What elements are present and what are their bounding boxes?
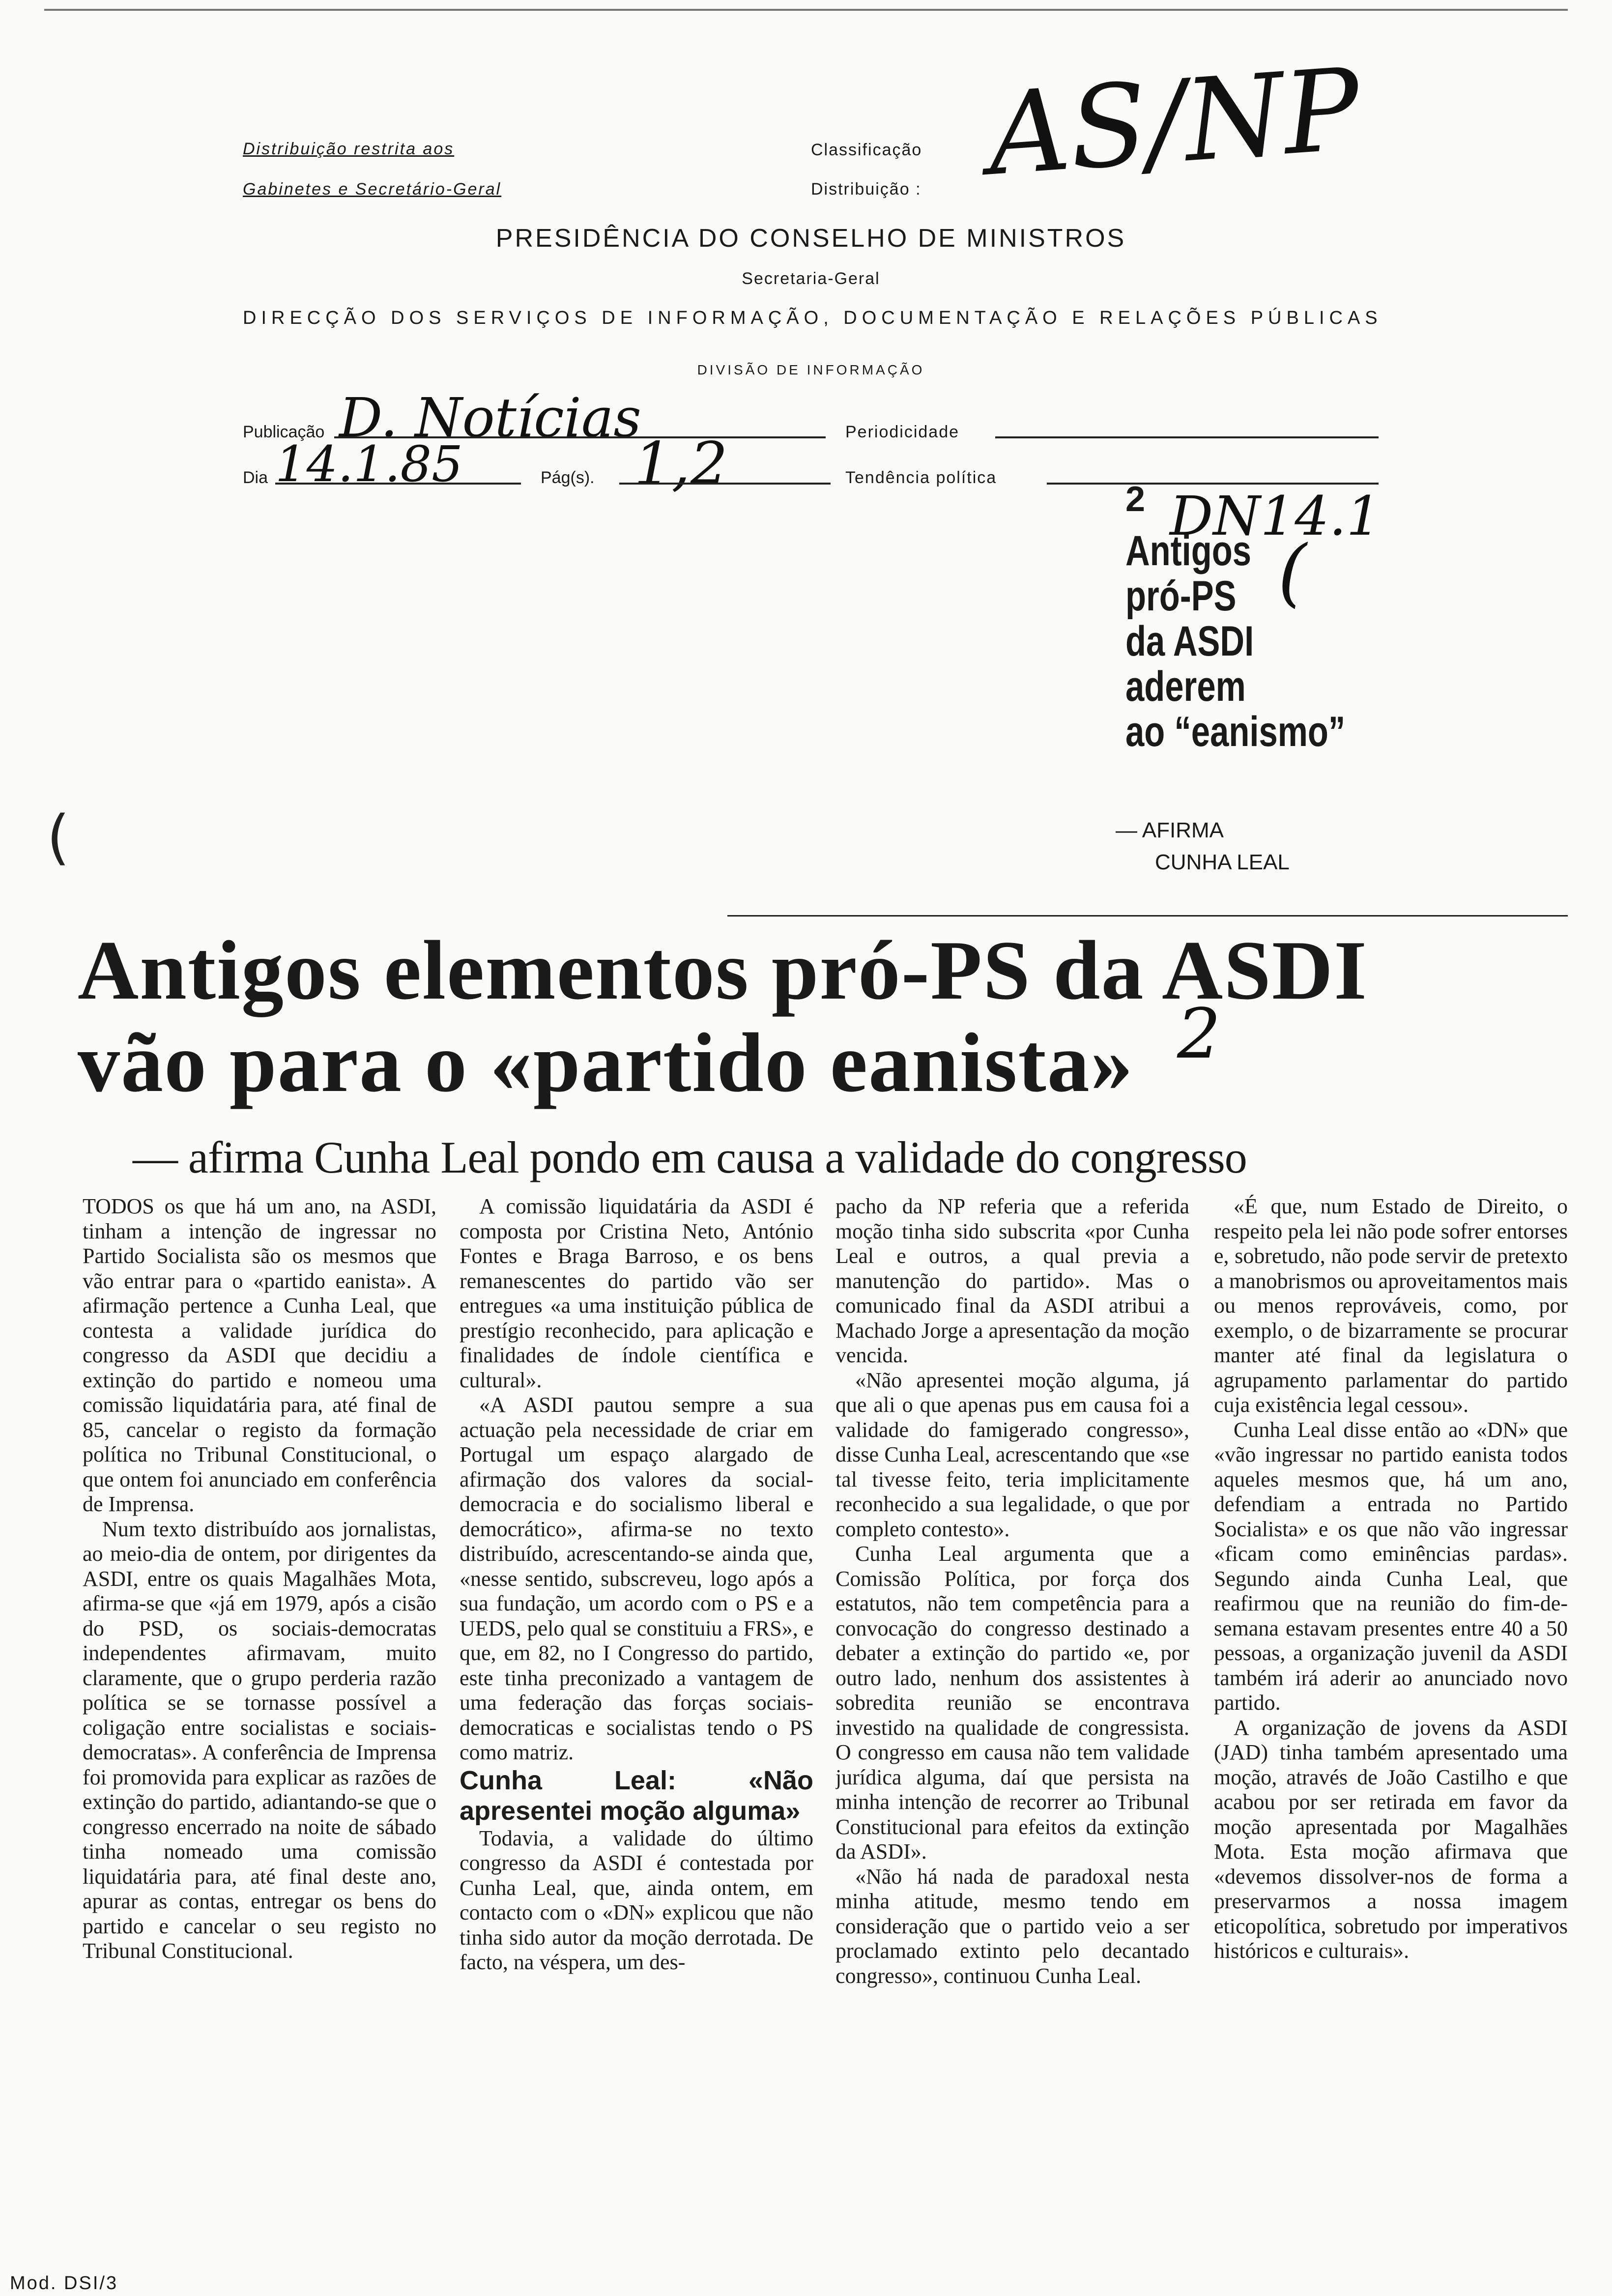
division-title: DIVISÃO DE INFORMAÇÃO <box>697 362 925 377</box>
column-subhead: Cunha Leal: «Não apresentei moção alguma» <box>460 1765 813 1826</box>
ministry-title: PRESIDÊNCIA DO CONSELHO DE MINISTROS <box>495 224 1126 253</box>
handwritten-page-mark: 2 <box>1177 994 1221 1074</box>
paragraph: TODOS os que há um ano, na ASDI, tinham a intenção de ingressar no Partido Socialista são os mesmos que vão entrar para o «partido eanista». A afirmação pertence a Cunha Leal, que contesta a validade jurídica do congresso da ASDI que decidiu a extinção do partido e nomeou uma comissão liquidatária para, até final de 85, cancelar o registo da formação política no Tribunal Constitucional, o que ontem foi anunciado em conferência de Imprensa. <box>83 1194 436 1516</box>
clipping-headline-line: Antigos <box>1125 527 1252 574</box>
clipping-attribution-1: — AFIRMA <box>1116 818 1224 842</box>
clipping-page-number: 2 <box>1125 480 1146 519</box>
clipping-handwritten-date: DN14.1 <box>1170 485 1381 547</box>
article-subheadline: — afirma Cunha Leal pondo em causa a validade do congresso <box>133 1132 1247 1182</box>
pages-value: 1,2 <box>634 430 728 498</box>
classification-label: Classificação <box>811 141 922 159</box>
publication-value: D. Notícias <box>339 386 641 449</box>
paragraph: A organização de jovens da ASDI (JAD) tinha também apresentado uma moção, através de João Castilho e que acabou por ser retirada em favor da moção apresentada por Magalhães Mota. Esta moção afirmava que «devemos dissolver-nos de forma a preservarmos a nossa imagem eticopolítica, sobretudo por imperativos históricos e culturais». <box>1214 1715 1568 1963</box>
paragraph: Num texto distribuído aos jornalistas, ao meio-dia de ontem, por dirigentes da ASDI, entre os quais Magalhães Mota, afirma-se que «já em 1979, após a cisão do PSD, os sociais-democratas independentes afirmavam, muito claramente, que o grupo perderia razão política se se tornasse possível a coligação entre socialistas e sociais-democratas». A conferência de Imprensa foi promovida para explicar as razões de extinção do partido, adiantando-se que o congresso encerrado na noite de sábado tinha nomeado uma comissão liquidatária para, até final deste ano, apurar as contas, entregar os bens do partido e cancelar o seu registo no Tribunal Constitucional. <box>83 1517 436 1963</box>
article-column-3 <box>835 1194 1189 2241</box>
margin-mark: ( <box>47 804 70 872</box>
periodicity-underline <box>995 436 1379 438</box>
restricted-distribution-line1: Distribuição restrita aos <box>243 140 455 158</box>
form-code: Mod. DSI/3 <box>10 2273 118 2294</box>
clipping-headline-line: aderem <box>1125 663 1246 710</box>
periodicity-label: Periodicidade <box>845 423 960 441</box>
distribution-label: Distribuição : <box>811 180 921 199</box>
article-headline-line1: Antigos elementos pró-PS da ASDI <box>78 924 1368 1017</box>
paragraph: «É que, num Estado de Direito, o respeito pela lei não pode sofrer entorses e, sobretudo, não pode servir de pretexto a manobrismos ou aproveitamentos mais ou menos reprováveis, como, por exemplo, o de bizarramente se procurar manter até final da legislatura o agrupamento parlamentar do partido cuja existência legal cessou». <box>1214 1194 1568 1417</box>
paragraph: «Não há nada de paradoxal nesta minha atitude, mesmo tendo em consideração que o partido veio a ser proclamado extinto pelo decantado congresso», continuou Cunha Leal. <box>835 1864 1189 1988</box>
paragraph: Cunha Leal disse então ao «DN» que «vão ingressar no partido eanista todos aqueles mesmos que, há um ano, defendiam a entrada no Partido Socialista» e os que não vão ingressar «ficam como eminências pardas». Segundo ainda Cunha Leal, que reafirmou que na reunião do fim-de-semana estavam presentes entre 40 a 50 pessoas, a organização juvenil da ASDI também irá aderir ao anunciado novo partido. <box>1214 1417 1568 1715</box>
day-value: 14.1.85 <box>275 435 463 493</box>
pages-underline <box>619 483 831 485</box>
paragraph: Todavia, a validade do último congresso da ASDI é contestada por Cunha Leal, que, ainda ontem, em contacto com o «DN» explicou que não tinha sido autor da moção derrotada. De facto, na véspera, um des- <box>460 1826 813 1974</box>
publication-label: Publicação <box>243 423 325 441</box>
secretariat-title: Secretaria-Geral <box>742 269 880 288</box>
clipping-attribution-2: CUNHA LEAL <box>1155 850 1290 874</box>
paragraph: pacho da NP referia que a referida moção tinha sido subscrita «por Cunha Leal e outros, a qual previa a manutenção do partido». Mas o comunicado final da ASDI atribui a Machado Jorge a apresentação da moção vencida. <box>835 1194 1189 1367</box>
clipping-headline-line: da ASDI <box>1125 618 1254 665</box>
paragraph: «A ASDI pautou sempre a sua actuação pela necessidade de criar em Portugal um espaço alargado de afirmação dos valores da social-democracia e do socialismo liberal e democrático», afirma-se no texto distribuído, acrescentando-se ainda que, «nesse sentido, subscreveu, logo após a sua fundação, um acordo com o PS e a UEDS, pelo qual se constituiu a FRS», e que, em 82, no I Congresso do partido, este tinha preconizado a vantagem de uma federação das forças sociais-democraticas e socialistas tendo o PS como matriz. <box>460 1393 813 1764</box>
clipping-margin-mark: ( <box>1278 530 1307 615</box>
article-column-1 <box>83 1194 436 2241</box>
day-label: Dia <box>243 468 268 487</box>
day-underline <box>275 483 521 485</box>
paragraph: A comissão liquidatária da ASDI é composta por Cristina Neto, António Fontes e Braga Barroso, e os bens remanescentes do partido vão ser entregues «a uma instituição pública de prestígio reconhecido, para aplicação e finalidades de índole científica e cultural». <box>460 1194 813 1392</box>
paragraph: «Não apresentei moção alguma, já que ali o que apenas pus em causa foi a validade do famigerado congresso», disse Cunha Leal, acrescentando que «se tal tivesse feito, teria implicitamente reconhecido a sua legalidade, o que por completo contesto». <box>835 1368 1189 1541</box>
pages-label: Pág(s). <box>541 468 595 487</box>
clipping-bottom-rule <box>727 915 1568 917</box>
article-column-4 <box>1214 1194 1568 2241</box>
paragraph: Cunha Leal argumenta que a Comissão Política, por força dos estatutos, não tem competência para a convocação do congresso destinado a debater a extinção do partido «e, por outro lado, nenhum dos assistentes à sobredita reunião se encontrava investido na qualidade de congressista. O congresso em causa não tem validade jurídica alguma, daí que persista na minha intenção de recorrer ao Tribunal Constitucional para efeitos da extinção da ASDI». <box>835 1542 1189 1864</box>
clipping-headline <box>1125 528 1420 754</box>
direction-title: DIRECÇÃO DOS SERVIÇOS DE INFORMAÇÃO, DOCUMENTAÇÃO E RELAÇÕES PÚBLICAS <box>243 308 1382 328</box>
tendency-label: Tendência política <box>845 468 997 487</box>
clipping-headline-line: ao “eanismo” <box>1125 708 1346 755</box>
handwritten-classification-code: AS/NP <box>983 44 1364 201</box>
article-headline-line2: vão para o «partido eanista» <box>78 1016 1134 1110</box>
article-column-2 <box>460 1194 813 2241</box>
restricted-distribution-line2: Gabinetes e Secretário-Geral <box>243 180 502 199</box>
scan-edge-line <box>44 9 1568 11</box>
clipping-headline-line: pró-PS <box>1125 573 1237 620</box>
